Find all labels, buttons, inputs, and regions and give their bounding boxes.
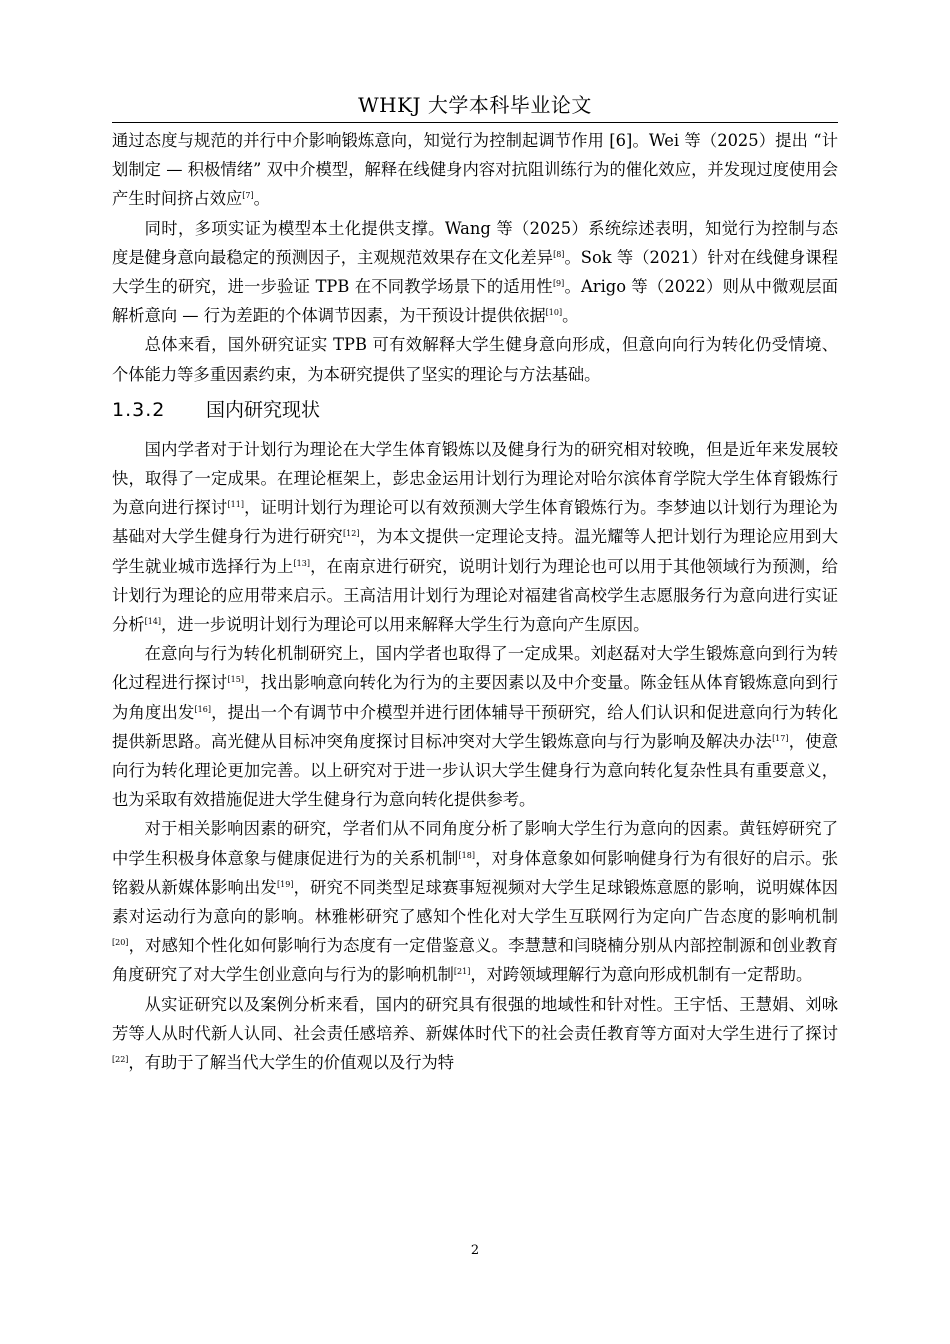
paragraph-domestic-3 [112,814,838,989]
citation: [15] [227,675,244,685]
citation: [12] [343,529,360,539]
citation: [17] [772,733,789,743]
citation: [22] [112,1055,129,1065]
paragraph-text: 。 [562,306,579,326]
paragraph-foreign-summary [112,330,838,388]
page-body [112,126,838,1077]
paragraph-text: ，研究不同类型足球赛事短视频对大学生足球锻炼意愿的影响，说明媒体因素对运动行为意向的影响。林雅彬研究了感知个性化对大学生互联网行为定向广告态度的影响机制 [112,877,838,927]
paragraph-text: ，提出一个有调节中介模型并进行团体辅导干预研究，给人们认识和促进意向行为转化提供新思路。高光健从目标冲突角度探讨目标冲突对大学生锻炼意向与行为影响及解决办法 [112,702,838,751]
paragraph-foreign-support [112,214,838,331]
citation: [18] [458,850,475,860]
paragraph-text: 。Arigo 等（2022）则从中微观层面解析意向 — 行为差距的个体调节因素，为干预设计提供依据 [112,277,838,326]
paragraph-domestic-1 [112,435,838,639]
header-rule [112,122,838,123]
paragraph-text: ，对感知个性化如何影响行为态度有一定借鉴意义。李慧慧和闫晓楠分别从内部控制源和创业教育角度研究了对大学生创业意向与行为的影响机制 [112,936,838,985]
citation: [14] [144,617,161,627]
citation: [21] [453,967,471,977]
paragraph-text: 总体来看，国外研究证实 TPB 可有效解释大学生健身意向形成，但意向向行为转化仍受情境、个体能力等多重因素约束，为本研究提供了坚实的理论与方法基础。 [112,335,838,384]
paragraph-text: 。Sok 等（2021）针对在线健身课程大学生的研究，进一步验证 TPB 在不同教学场景下的适用性 [112,247,838,297]
citation: [13] [293,558,310,568]
section-title: 国内研究现状 [206,398,321,421]
paragraph-text: ，找出影响意向转化为行为的主要因素以及中介变量。陈金钰从体育锻炼意向到行为角度出发 [112,673,838,722]
citation: [16] [194,704,211,714]
citation: [9] [552,279,565,289]
paragraph-text: ，在南京进行研究，说明计划行为理论也可以用于其他领域行为预测，给计划行为理论的应用带来启示。王高洁用计划行为理论对福建省高校学生志愿服务行为意向进行实证分析 [112,556,838,635]
citation: [7] [242,191,254,201]
paragraph-text: 从实证研究以及案例分析来看，国内的研究具有很强的地域性和针对性。王宇恬、王慧娟、刘咏芳等人从时代新人认同、社会责任感培养、新媒体时代下的社会责任教育等方面对大学生进行了探讨 [112,994,838,1043]
running-header: WHKJ 大学本科毕业论文 [358,93,592,117]
paragraph-domestic-2 [112,639,838,814]
paragraph-text: ，对身体意象如何影响健身行为有很好的启示。张铭毅从新媒体影响出发 [112,848,838,897]
section-heading [112,393,838,427]
paragraph-text: 在意向与行为转化机制研究上，国内学者也取得了一定成果。刘赵磊对大学生锻炼意向到行为转化过程进行探讨 [112,644,838,693]
paragraph-text: ，为本文提供一定理论支持。温光耀等人把计划行为理论应用到大学生就业城市选择行为上 [112,527,838,576]
citation: [11] [227,500,244,510]
paragraph-text: 通过态度与规范的并行中介影响锻炼意向，知觉行为控制起调节作用 [6]。Wei 等（2025）提出 “计划制定 — 积极情绪” 双中介模型，解释在线健身内容对抗阻训练行为的催化效应，并发现过度使用会产生时间挤占效应 [112,131,838,209]
citation: [10] [545,308,563,318]
paragraph-text: 对于相关影响因素的研究，学者们从不同角度分析了影响大学生行为意向的因素。黄钰婷研究了中学生积极身体意象与健康促进行为的关系机制 [112,819,838,868]
paragraph-text: 。 [253,189,270,209]
paragraph-text: ，使意向行为转化理论更加完善。以上研究对于进一步认识大学生健身行为意向转化复杂性具有重要意义，也为采取有效措施促进大学生健身行为意向转化提供参考。 [112,731,838,810]
paragraph-domestic-4 [112,990,838,1078]
paragraph-text: ，对跨领域理解行为意向形成机制有一定帮助。 [470,965,813,985]
page-number: 2 [470,1243,480,1258]
paragraph-continued [112,126,838,214]
paragraph-text: 同时，多项实证为模型本土化提供支撑。Wang 等（2025）系统综述表明，知觉行为控制与态度是健身意向最稳定的预测因子，主观规范效果存在文化差异 [112,218,838,267]
paragraph-text: ，进一步说明计划行为理论可以用来解释大学生行为意向产生原因。 [161,615,650,635]
paragraph-text: 国内学者对于计划行为理论在大学生体育锻炼以及健身行为的研究相对较晚，但是近年来发展较快，取得了一定成果。在理论框架上，彭忠金运用计划行为理论对哈尔滨体育学院大学生体育锻炼行为意向进行探讨 [112,439,838,518]
citation: [8] [553,249,565,259]
citation: [19] [277,879,294,889]
paragraph-text: ，有助于了解当代大学生的价值观以及行为特 [128,1053,455,1073]
section-number: 1.3.2 [112,398,166,421]
paragraph-text: ，证明计划行为理论可以有效预测大学生体育锻炼行为。李梦迪以计划行为理论为基础对大学生健身行为进行研究 [112,498,838,547]
citation: [20] [112,938,129,948]
